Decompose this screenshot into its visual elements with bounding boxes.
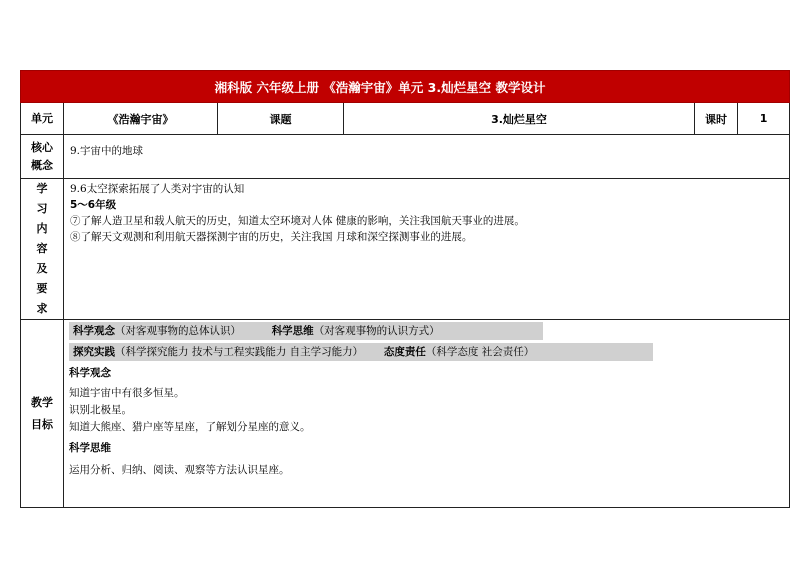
unit-row: [21, 103, 790, 135]
goals-row: [21, 320, 790, 508]
literacy-attitude-desc: （科学态度 社会责任）: [425, 346, 535, 358]
requirement-standard: 9.6太空探索拓展了人类对宇宙的认知: [70, 183, 245, 195]
core-literacy-highlight-1: [69, 322, 543, 340]
literacy-attitude-label: 态度责任: [383, 346, 426, 358]
requirement-item-7: ⑦了解人造卫星和载人航天的历史，知道太空环境对人体 健康的影响，关注我国航天事业的进展。: [70, 215, 525, 227]
lesson-plan-table: [20, 70, 790, 508]
literacy-practice-desc: （科学探究能力 技术与工程实践能力 自主学习能力）: [115, 346, 364, 358]
requirements-label: [21, 179, 64, 320]
unit-value: 《浩瀚宇宙》: [64, 103, 218, 135]
hours-label: 课时: [695, 103, 738, 135]
literacy-thinking-label: 科学思维: [271, 325, 314, 337]
core-literacy-highlight-2: [69, 343, 653, 361]
hours-value: 1: [738, 103, 790, 135]
literacy-practice-label: 探究实践: [73, 346, 115, 358]
core-concept-label: [21, 135, 64, 179]
core-concept-label-text: 核心概念: [31, 140, 53, 172]
literacy-thinking-desc: （对客观事物的认识方式）: [313, 325, 440, 337]
requirements-row: [21, 179, 790, 320]
unit-label: 单元: [21, 103, 64, 135]
requirement-item-8: ⑧了解天文观测和利用航天器探测宇宙的历史，关注我国 月球和深空探测事业的进展。: [70, 231, 473, 243]
literacy-concept-desc: （对客观事物的总体认识）: [115, 325, 241, 337]
core-concept-value: 9.宇宙中的地球: [64, 135, 790, 179]
document-title: 湘科版 六年级上册 《浩瀚宇宙》单元 3.灿烂星空 教学设计: [21, 71, 790, 103]
goal-section-title-thinking: 科学思维: [69, 442, 111, 454]
goal-thinking-line-1: 运用分析、归纳、阅读、观察等方法认识星座。: [69, 464, 290, 476]
title-row: [21, 71, 790, 103]
goal-section-title-concept: 科学观念: [69, 367, 111, 379]
goal-concept-line-3: 知道大熊座、猎户座等星座，了解划分星座的意义。: [69, 421, 311, 433]
core-concept-row: [21, 135, 790, 179]
goals-label-text: 教学目标: [31, 395, 53, 431]
topic-value: 3.灿烂星空: [344, 103, 695, 135]
requirements-label-text: 学习内容及要求: [36, 182, 48, 315]
goals-content: [64, 320, 790, 508]
topic-label: 课题: [218, 103, 344, 135]
requirements-content: [64, 179, 790, 320]
grade-range: 5～6年级: [70, 199, 117, 211]
goal-concept-line-1: 知道宇宙中有很多恒星。: [69, 387, 185, 399]
literacy-concept-label: 科学观念: [73, 325, 115, 337]
goal-concept-line-2: 识别北极星。: [69, 404, 132, 416]
goals-label: [21, 320, 64, 508]
